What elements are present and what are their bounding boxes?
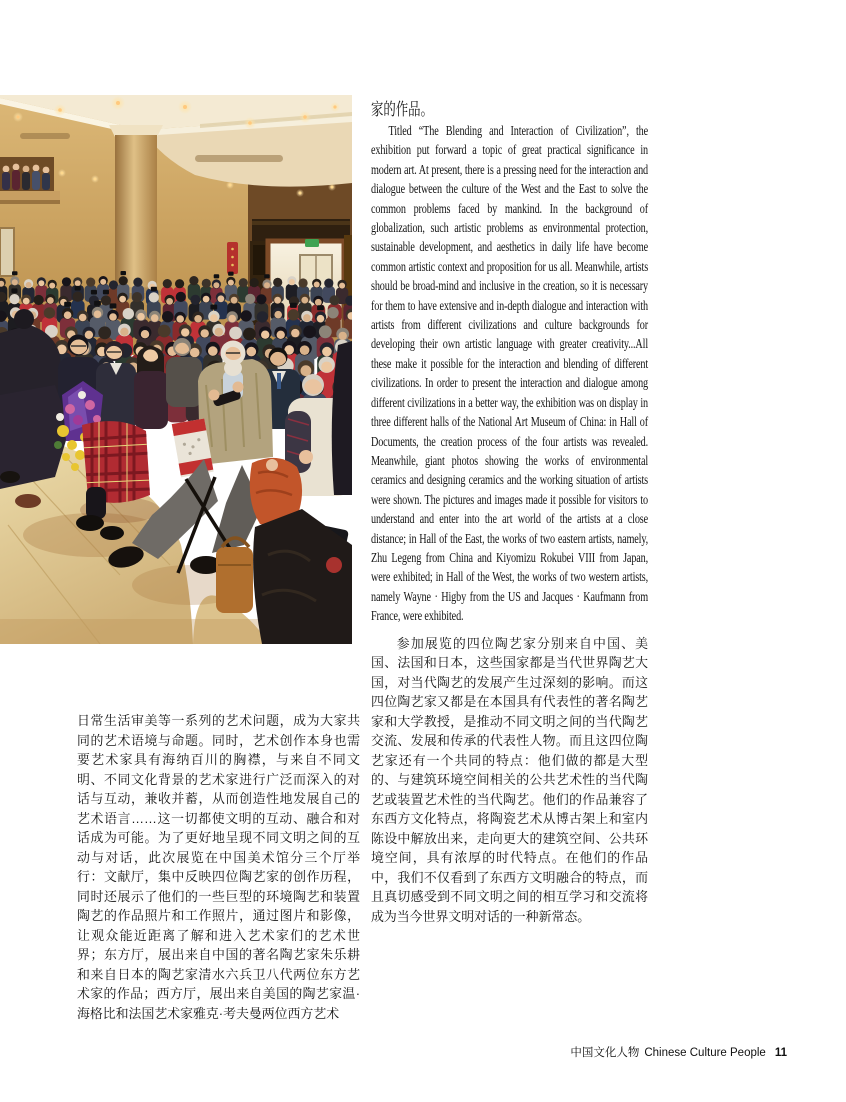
audience-photo bbox=[0, 95, 352, 644]
journal-title-cn: 中国文化人物 bbox=[570, 1047, 640, 1059]
english-paragraph: Titled “The Blending and Interaction of Civilization”, the exhibition put forward a topic of great practical significance in modern art. At present, there is a pressing need for the interaction and dialogue between the culture of the West and the East to solve the common problems faced by mankind. In the background of globalization, such artistic problems as environmental protection, sustainable development, and aesthetics in daily life have become common artistic context and proposition for us all. Meanwhile, artists should be broad-mind and inclusive in the creation, so it is necessary for them to have extensive and in-depth dialogue and interaction with artists from different civilizations and culture backgrounds for developing their own artistic language with greater creativity...All these make it possible for the interaction and blending of different civilizations. In order to present the interaction and dialogue among different civilizations in a better way, the exhibition was on display in three different halls of the National Art Museum of China: in Hall of Documents, the creation process of the four artists was revealed. Meanwhile, giant photos showing the works of environmental ceramics and designing ceramics and the working situation of artists were shown. The pictures and images made it possible for visitors to understand and enter into the art world of the artists at a close distance; in Hall of the East, the works of two eastern artists, namely, Zhu Legeng from China and Kiyomizu Rokubei VIII from Japan, were exhibited; in Hall of the West, the works of two western artists, namely Wayne · Higby from the US and Jacques · Kaufmann from France, were exhibited. bbox=[371, 124, 649, 625]
photo-exit-sign bbox=[305, 239, 319, 247]
page-footer bbox=[570, 1046, 787, 1060]
journal-title-en: Chinese Culture People bbox=[644, 1047, 766, 1059]
left-column-text: 日常生活审美等一系列的艺术问题，成为大家共同的艺术语境与命题。同时，艺术创作本身也需要艺术家具有海纳百川的胸襟，与来自不同文明、不同文化背景的艺术家进行广泛而深入的对话与互动，兼收并蓄，从而创造性地发展自己的艺术语言……这一切都使文明的互动、融合和对话成为可能。为了更好地呈现不同文明之间的互动与对话，此次展览在中国美术馆分三个厅举行：文献厅，集中反映四位陶艺家的创作历程，同时还展示了他们的一些巨型的环境陶艺和装置陶艺的作品照片和工作照片，通过图片和影像，让观众能近距离了解和进入艺术家们的艺术世界；东方厅，展出来自中国的著名陶艺家朱乐耕和来自日本的陶艺家清水六兵卫八代两位东方艺术家的作品；西方厅，展出来自美国的陶艺家温·海格比和法国艺术家雅克·考夫曼两位西方艺术 bbox=[77, 713, 360, 1021]
photo-left-door bbox=[0, 228, 14, 276]
right-column-cn-paragraph: 参加展览的四位陶艺家分别来自中国、美国、法国和日本，这些国家都是当代世界陶艺大国，对当代陶艺的发展产生过深刻的影响。而这四位陶艺家又都是在本国具有代表性的著名陶艺家和大学教授，是推动不同文明之间的当代陶艺交流、发展和传承的代表性人物。而且这四位陶艺家还有一个共同的特点：他们做的都是大型的、与建筑环境空间相关的公共艺术性的当代陶艺或装置艺术性的当代陶艺。他们的作品兼容了东西方文化特点，将陶瓷艺术从博古架上和室内陈设中解放出来，走向更大的建筑空间、公共环境空间，具有浓厚的时代特点。在他们的作品中，我们不仅看到了东西方文明融合的特点，而且真切感受到不同文明之间的相互学习和交流将成为当今世界文明对话的一种新常态。 bbox=[371, 635, 648, 924]
photo-column bbox=[109, 125, 163, 299]
photo-balcony bbox=[0, 157, 60, 204]
right-column-cn-fragment: 家的作品。 bbox=[371, 100, 433, 119]
page-number: 11 bbox=[774, 1047, 787, 1059]
english-text-block bbox=[371, 99, 648, 627]
right-column bbox=[371, 99, 648, 926]
